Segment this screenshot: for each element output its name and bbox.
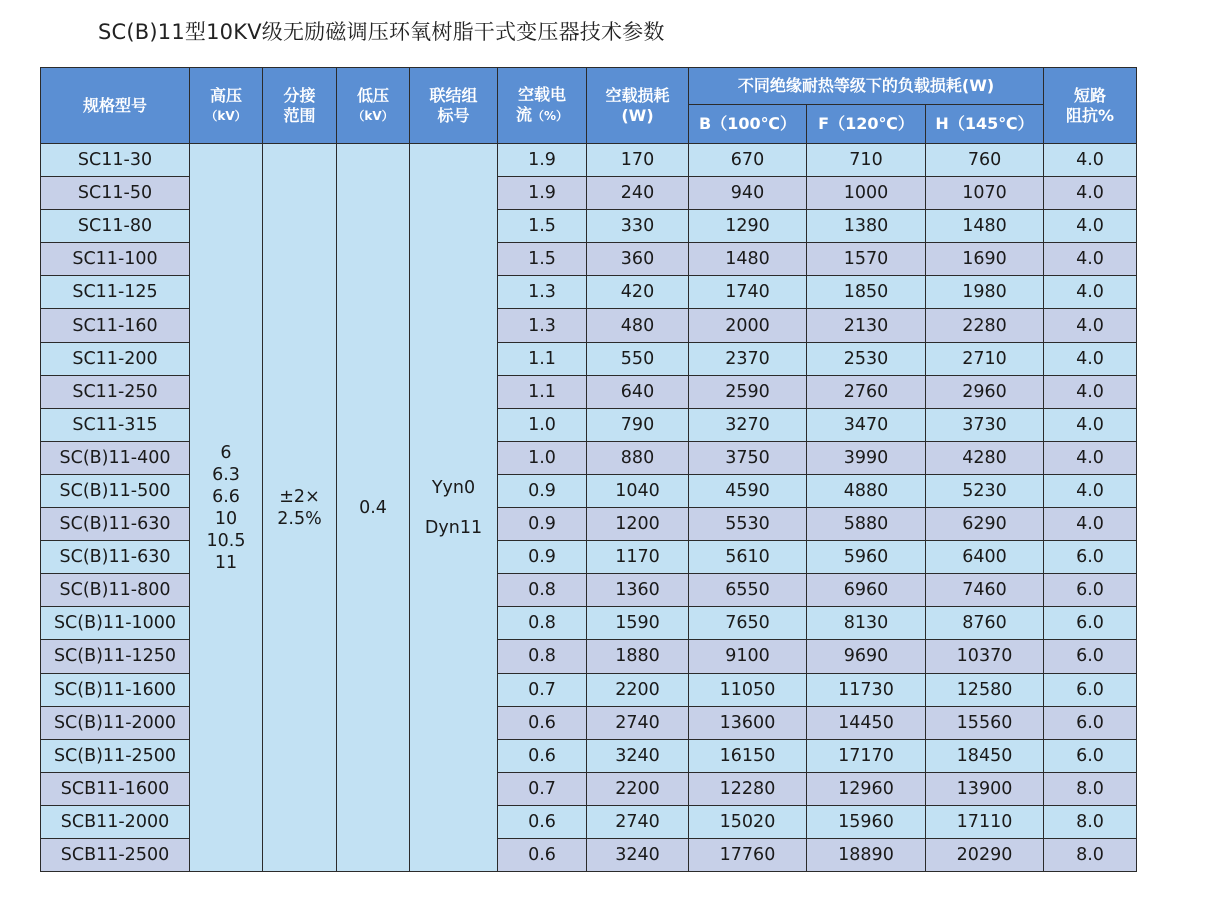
cell-model: SC(B)11-1250 <box>41 640 190 673</box>
cell-noload-current: 1.0 <box>498 441 587 474</box>
cell-load-loss-h: 10370 <box>926 640 1044 673</box>
cell-model: SC11-30 <box>41 144 190 177</box>
hv-value: 11 <box>214 552 238 573</box>
cell-load-loss-b: 2000 <box>689 309 807 342</box>
cell-noload-loss: 3240 <box>587 739 689 772</box>
cell-model: SC(B)11-1600 <box>41 673 190 706</box>
cell-impedance: 4.0 <box>1044 474 1137 507</box>
cell-load-loss-h: 5230 <box>926 474 1044 507</box>
cell-load-loss-h: 2960 <box>926 375 1044 408</box>
cell-load-loss-b: 11050 <box>689 673 807 706</box>
cell-load-loss-b: 3270 <box>689 408 807 441</box>
hv-value: 6.6 <box>212 486 240 507</box>
cell-model: SC11-200 <box>41 342 190 375</box>
cell-load-loss-h: 3730 <box>926 408 1044 441</box>
cell-load-loss-f: 8130 <box>807 607 926 640</box>
cell-model: SC11-125 <box>41 276 190 309</box>
header-load-f: F（120℃） <box>807 105 926 144</box>
header-tap-range: 分接 范围 <box>263 68 337 144</box>
header-vector-group: 联结组 标号 <box>410 68 498 144</box>
cell-load-loss-h: 2280 <box>926 309 1044 342</box>
cell-noload-current: 1.1 <box>498 342 587 375</box>
cell-load-loss-b: 1480 <box>689 243 807 276</box>
cell-noload-loss: 170 <box>587 144 689 177</box>
header-load-loss: 不同绝缘耐热等级下的负载损耗(W) <box>689 68 1044 105</box>
cell-load-loss-f: 12960 <box>807 772 926 805</box>
hv-value: 6 <box>220 442 232 463</box>
cell-noload-current: 1.0 <box>498 408 587 441</box>
vector-group-text: Dyn11 <box>424 517 483 538</box>
cell-load-loss-b: 7650 <box>689 607 807 640</box>
cell-load-loss-f: 14450 <box>807 706 926 739</box>
cell-load-loss-f: 1000 <box>807 177 926 210</box>
cell-load-loss-h: 1480 <box>926 210 1044 243</box>
cell-model: SC(B)11-2500 <box>41 739 190 772</box>
cell-model: SC11-50 <box>41 177 190 210</box>
cell-load-loss-h: 6290 <box>926 508 1044 541</box>
cell-noload-loss: 640 <box>587 375 689 408</box>
header-hv: 高压 （kV） <box>190 68 263 144</box>
cell-impedance: 4.0 <box>1044 243 1137 276</box>
cell-impedance: 8.0 <box>1044 838 1137 871</box>
cell-load-loss-h: 760 <box>926 144 1044 177</box>
cell-model: SC(B)11-630 <box>41 541 190 574</box>
cell-noload-loss: 3240 <box>587 838 689 871</box>
cell-noload-current: 0.7 <box>498 673 587 706</box>
cell-load-loss-b: 940 <box>689 177 807 210</box>
cell-load-loss-f: 15960 <box>807 805 926 838</box>
cell-impedance: 4.0 <box>1044 342 1137 375</box>
cell-load-loss-h: 15560 <box>926 706 1044 739</box>
cell-load-loss-h: 6400 <box>926 541 1044 574</box>
cell-noload-loss: 1880 <box>587 640 689 673</box>
cell-impedance: 6.0 <box>1044 739 1137 772</box>
hv-value: 6.3 <box>212 464 240 485</box>
cell-noload-loss: 240 <box>587 177 689 210</box>
cell-load-loss-b: 2370 <box>689 342 807 375</box>
cell-load-loss-b: 2590 <box>689 375 807 408</box>
cell-noload-current: 0.6 <box>498 805 587 838</box>
cell-load-loss-h: 2710 <box>926 342 1044 375</box>
cell-noload-loss: 2200 <box>587 772 689 805</box>
cell-load-loss-f: 6960 <box>807 574 926 607</box>
cell-noload-current: 1.5 <box>498 243 587 276</box>
cell-load-loss-h: 7460 <box>926 574 1044 607</box>
cell-tap-range <box>263 144 337 872</box>
cell-noload-loss: 2200 <box>587 673 689 706</box>
cell-impedance: 6.0 <box>1044 541 1137 574</box>
cell-load-loss-b: 17760 <box>689 838 807 871</box>
cell-lv-value: 0.4 <box>337 144 410 872</box>
cell-load-loss-f: 4880 <box>807 474 926 507</box>
header-load-h: H（145℃） <box>926 105 1044 144</box>
cell-load-loss-f: 1380 <box>807 210 926 243</box>
cell-model: SC(B)11-500 <box>41 474 190 507</box>
cell-hv-values <box>190 144 263 872</box>
cell-model: SC11-315 <box>41 408 190 441</box>
cell-model: SC11-160 <box>41 309 190 342</box>
cell-impedance: 4.0 <box>1044 276 1137 309</box>
cell-model: SC(B)11-400 <box>41 441 190 474</box>
cell-load-loss-h: 20290 <box>926 838 1044 871</box>
cell-noload-current: 0.9 <box>498 474 587 507</box>
cell-load-loss-b: 3750 <box>689 441 807 474</box>
cell-noload-loss: 1170 <box>587 541 689 574</box>
cell-load-loss-f: 2130 <box>807 309 926 342</box>
cell-noload-loss: 2740 <box>587 805 689 838</box>
cell-load-loss-h: 1690 <box>926 243 1044 276</box>
cell-model: SC(B)11-2000 <box>41 706 190 739</box>
cell-noload-current: 1.9 <box>498 144 587 177</box>
cell-noload-current: 0.6 <box>498 838 587 871</box>
cell-load-loss-b: 5610 <box>689 541 807 574</box>
cell-impedance: 4.0 <box>1044 309 1137 342</box>
cell-noload-current: 1.3 <box>498 276 587 309</box>
cell-noload-current: 0.6 <box>498 739 587 772</box>
cell-impedance: 4.0 <box>1044 441 1137 474</box>
cell-noload-loss: 2740 <box>587 706 689 739</box>
cell-vector-group <box>410 144 498 872</box>
header-impedance: 短路 阻抗% <box>1044 68 1137 144</box>
cell-noload-loss: 1590 <box>587 607 689 640</box>
cell-load-loss-h: 4280 <box>926 441 1044 474</box>
cell-load-loss-f: 11730 <box>807 673 926 706</box>
cell-load-loss-h: 17110 <box>926 805 1044 838</box>
cell-load-loss-h: 12580 <box>926 673 1044 706</box>
cell-impedance: 6.0 <box>1044 640 1137 673</box>
cell-noload-current: 0.9 <box>498 508 587 541</box>
cell-load-loss-h: 1980 <box>926 276 1044 309</box>
cell-load-loss-f: 9690 <box>807 640 926 673</box>
table-body <box>41 144 1137 872</box>
cell-impedance: 4.0 <box>1044 375 1137 408</box>
cell-load-loss-f: 1850 <box>807 276 926 309</box>
cell-impedance: 8.0 <box>1044 805 1137 838</box>
spec-table <box>40 67 1137 872</box>
cell-noload-current: 0.7 <box>498 772 587 805</box>
cell-noload-current: 0.8 <box>498 640 587 673</box>
cell-impedance: 6.0 <box>1044 706 1137 739</box>
cell-noload-loss: 480 <box>587 309 689 342</box>
cell-noload-loss: 1360 <box>587 574 689 607</box>
cell-noload-loss: 1040 <box>587 474 689 507</box>
cell-load-loss-f: 18890 <box>807 838 926 871</box>
tap-range-text: 2.5% <box>277 508 322 529</box>
cell-load-loss-h: 13900 <box>926 772 1044 805</box>
cell-impedance: 6.0 <box>1044 607 1137 640</box>
cell-load-loss-f: 2760 <box>807 375 926 408</box>
cell-load-loss-f: 2530 <box>807 342 926 375</box>
cell-model: SCB11-1600 <box>41 772 190 805</box>
cell-noload-loss: 330 <box>587 210 689 243</box>
vector-group-text: Yyn0 <box>431 477 476 498</box>
cell-load-loss-f: 1570 <box>807 243 926 276</box>
cell-load-loss-b: 5530 <box>689 508 807 541</box>
cell-model: SC11-250 <box>41 375 190 408</box>
cell-noload-loss: 1200 <box>587 508 689 541</box>
cell-model: SCB11-2000 <box>41 805 190 838</box>
cell-load-loss-b: 670 <box>689 144 807 177</box>
cell-load-loss-b: 6550 <box>689 574 807 607</box>
cell-load-loss-b: 12280 <box>689 772 807 805</box>
cell-load-loss-b: 13600 <box>689 706 807 739</box>
cell-model: SC11-100 <box>41 243 190 276</box>
cell-impedance: 4.0 <box>1044 210 1137 243</box>
header-load-b: B（100℃） <box>689 105 807 144</box>
cell-load-loss-f: 710 <box>807 144 926 177</box>
cell-load-loss-b: 9100 <box>689 640 807 673</box>
cell-impedance: 4.0 <box>1044 408 1137 441</box>
cell-impedance: 4.0 <box>1044 144 1137 177</box>
cell-impedance: 8.0 <box>1044 772 1137 805</box>
hv-value: 10 <box>214 508 238 529</box>
cell-noload-current: 0.8 <box>498 574 587 607</box>
cell-noload-current: 1.1 <box>498 375 587 408</box>
cell-impedance: 6.0 <box>1044 673 1137 706</box>
cell-load-loss-f: 5960 <box>807 541 926 574</box>
header-noload-current: 空载电 流（%） <box>498 68 587 144</box>
table-row <box>41 144 1137 177</box>
cell-noload-loss: 420 <box>587 276 689 309</box>
cell-noload-current: 1.9 <box>498 177 587 210</box>
cell-load-loss-b: 1740 <box>689 276 807 309</box>
cell-load-loss-f: 3990 <box>807 441 926 474</box>
cell-load-loss-h: 1070 <box>926 177 1044 210</box>
cell-load-loss-f: 5880 <box>807 508 926 541</box>
header-model: 规格型号 <box>41 68 190 144</box>
header-noload-loss: 空载损耗 (W) <box>587 68 689 144</box>
cell-load-loss-b: 15020 <box>689 805 807 838</box>
cell-noload-current: 1.5 <box>498 210 587 243</box>
cell-load-loss-h: 8760 <box>926 607 1044 640</box>
header-lv: 低压 （kV） <box>337 68 410 144</box>
cell-noload-current: 1.3 <box>498 309 587 342</box>
cell-model: SC11-80 <box>41 210 190 243</box>
cell-noload-loss: 880 <box>587 441 689 474</box>
cell-load-loss-f: 3470 <box>807 408 926 441</box>
cell-model: SC(B)11-800 <box>41 574 190 607</box>
cell-noload-current: 0.6 <box>498 706 587 739</box>
cell-noload-loss: 360 <box>587 243 689 276</box>
hv-value: 10.5 <box>206 530 246 551</box>
cell-noload-loss: 550 <box>587 342 689 375</box>
cell-model: SCB11-2500 <box>41 838 190 871</box>
page-title: SC(B)11型10KV级无励磁调压环氧树脂干式变压器技术参数 <box>98 20 665 44</box>
cell-noload-current: 0.9 <box>498 541 587 574</box>
cell-load-loss-h: 18450 <box>926 739 1044 772</box>
tap-range-text: ±2× <box>279 486 320 507</box>
cell-model: SC(B)11-1000 <box>41 607 190 640</box>
cell-model: SC(B)11-630 <box>41 508 190 541</box>
cell-noload-loss: 790 <box>587 408 689 441</box>
cell-impedance: 4.0 <box>1044 177 1137 210</box>
cell-load-loss-f: 17170 <box>807 739 926 772</box>
cell-impedance: 6.0 <box>1044 574 1137 607</box>
cell-load-loss-b: 1290 <box>689 210 807 243</box>
cell-impedance: 4.0 <box>1044 508 1137 541</box>
cell-load-loss-b: 4590 <box>689 474 807 507</box>
cell-noload-current: 0.8 <box>498 607 587 640</box>
cell-load-loss-b: 16150 <box>689 739 807 772</box>
